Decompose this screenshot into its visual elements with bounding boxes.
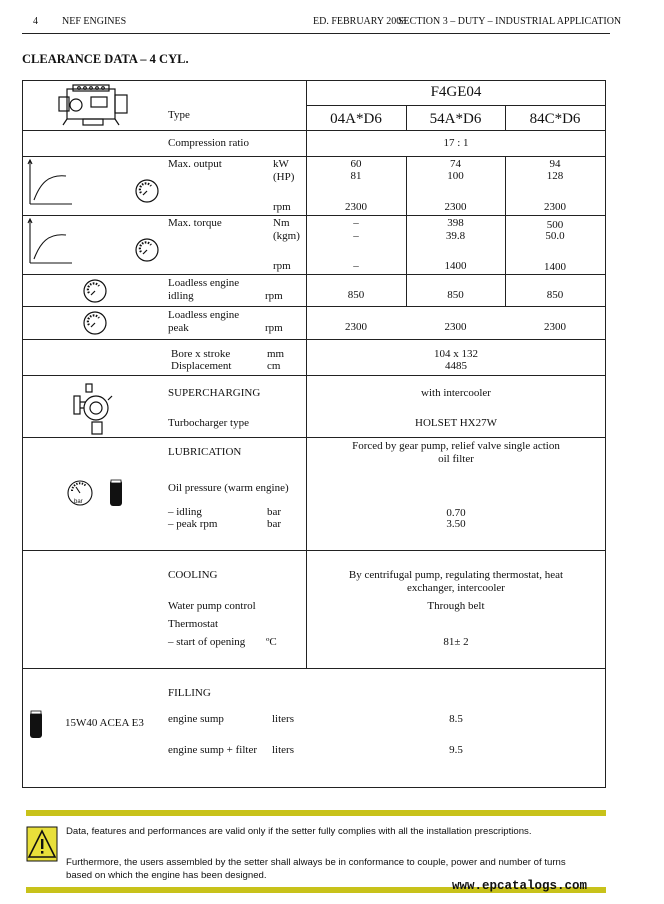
cooling-label: COOLING: [168, 569, 218, 581]
notice-line-2: Furthermore, the users assembled by the setter shall always be in conformance to couple, power and number of turns: [66, 857, 566, 868]
watermark: www.epcatalogs.com: [452, 879, 588, 893]
sump-value: 8.5: [449, 713, 463, 725]
section-title: SECTION 3 – DUTY – INDUSTRIAL APPLICATION: [398, 16, 622, 27]
displacement-label: Displacement: [171, 360, 232, 372]
notice-top-bar: [26, 810, 606, 816]
peak-label-2: peak: [168, 322, 189, 334]
peak-label-1: Loadless engine: [168, 309, 240, 321]
displacement-value: 4485: [445, 360, 467, 372]
max-torque-rpm-84c: 1400: [544, 261, 566, 273]
oil-peak-unit: bar: [267, 518, 282, 530]
max-output-kw-54a: 74: [450, 158, 461, 170]
oil-idling-unit: bar: [267, 506, 282, 518]
max-output-hp-84c: 128: [546, 170, 564, 182]
max-output-unit-rpm: rpm: [273, 201, 291, 213]
max-output-hp-04a: 81: [350, 170, 362, 182]
max-torque-kgm-54a: 39.8: [445, 230, 466, 242]
idling-54a: 850: [447, 289, 464, 301]
supercharging-label: SUPERCHARGING: [168, 387, 261, 399]
oil-pressure-label: Oil pressure (warm engine): [168, 482, 289, 494]
sump-label: engine sump: [168, 713, 224, 725]
model-04a: 04A*D6: [330, 111, 382, 127]
max-torque-rpm-04a: –: [353, 260, 359, 272]
max-torque-rpm-54a: 1400: [444, 260, 467, 272]
bore-unit: mm: [267, 348, 285, 360]
engine-icon: [55, 83, 135, 128]
tachometer-icon: [82, 310, 108, 336]
displacement-unit: cm: [267, 360, 281, 372]
compression-value: 17 : 1: [443, 137, 469, 149]
peak-04a: 2300: [345, 321, 367, 333]
max-output-kw-84c: 94: [549, 158, 561, 170]
gauge-unit-text: bar: [74, 499, 83, 505]
max-output-rpm-54a: 2300: [444, 201, 467, 213]
oil-peak-label: – peak rpm: [168, 518, 218, 530]
thermostat-opening-label: – start of opening: [168, 636, 246, 648]
header-rule: [22, 33, 610, 34]
idling-84c: 850: [546, 289, 564, 301]
notice-line-3: based on which the engine has been designed.: [66, 870, 267, 881]
max-torque-label: Max. torque: [168, 217, 222, 229]
oil-can-icon: [28, 708, 44, 740]
lubrication-value-2: oil filter: [438, 453, 474, 465]
max-output-rpm-84c: 2300: [544, 201, 566, 213]
tachometer-icon: [134, 237, 160, 263]
max-output-label: Max. output: [168, 158, 222, 170]
tachometer-icon: [134, 178, 160, 204]
warning-icon: [26, 826, 58, 862]
type-label: Type: [168, 109, 190, 121]
oil-idling-value: 0.70: [446, 507, 466, 519]
max-torque-nm-84c: 500: [546, 219, 564, 231]
sump-unit: liters: [272, 713, 294, 725]
idling-04a: 850: [347, 289, 365, 301]
turbo-type-label: Turbocharger type: [168, 417, 249, 429]
model-84c: 84C*D6: [529, 111, 581, 127]
max-output-hp-54a: 100: [447, 170, 464, 182]
supercharging-value: with intercooler: [421, 387, 491, 399]
peak-54a: 2300: [444, 321, 467, 333]
power-curve-icon: [26, 158, 76, 208]
sump-filter-label: engine sump + filter: [168, 744, 257, 756]
max-torque-unit-nm: Nm: [273, 217, 290, 229]
model-54a: 54A*D6: [429, 111, 482, 127]
water-pump-label: Water pump control: [168, 600, 256, 612]
page-title: CLEARANCE DATA – 4 CYL.: [22, 52, 189, 66]
compression-label: Compression ratio: [168, 137, 249, 149]
oil-idling-label: – idling: [168, 506, 202, 518]
max-output-kw-04a: 60: [350, 158, 362, 170]
oil-filter-icon: [110, 480, 122, 506]
cooling-value-2: exchanger, intercooler: [407, 582, 505, 594]
oil-peak-value: 3.50: [446, 518, 466, 530]
peak-84c: 2300: [544, 321, 566, 333]
idling-label-1: Loadless engine: [168, 277, 240, 289]
engine-family: F4GE04: [430, 84, 482, 100]
max-torque-unit-rpm: rpm: [273, 260, 291, 272]
peak-unit: rpm: [265, 322, 283, 334]
max-torque-kgm-04a: –: [353, 230, 359, 242]
tachometer-icon: [82, 278, 108, 304]
notice-line-1: Data, features and performances are valid only if the setter fully complies with all the installation prescriptions.: [66, 826, 532, 837]
max-torque-nm-54a: 398: [447, 217, 464, 229]
lubrication-label: LUBRICATION: [168, 446, 242, 458]
idling-unit: rpm: [265, 290, 283, 302]
water-pump-value: Through belt: [427, 600, 485, 612]
turbocharger-icon: [70, 380, 114, 438]
max-output-unit-hp: (HP): [273, 171, 295, 183]
sump-filter-value: 9.5: [449, 744, 463, 756]
thermostat-label: Thermostat: [168, 618, 219, 630]
thermostat-opening-value: 81± 2: [443, 636, 469, 648]
torque-curve-icon: [26, 217, 76, 267]
lubrication-value-1: Forced by gear pump, relief valve single action: [352, 440, 560, 452]
max-torque-nm-04a: –: [353, 217, 359, 229]
max-torque-unit-kgm: (kgm): [273, 230, 300, 242]
max-output-unit-kw: kW: [273, 158, 289, 170]
cooling-value-1: By centrifugal pump, regulating thermostat, heat: [348, 569, 564, 581]
page-number: 4: [33, 16, 38, 27]
oil-spec: 15W40 ACEA E3: [65, 717, 144, 729]
edition: ED. FEBRUARY 2003: [313, 16, 407, 27]
idling-label-2: idling: [168, 290, 194, 302]
filling-label: FILLING: [168, 687, 211, 699]
bore-label: Bore x stroke: [171, 348, 231, 360]
bore-value: 104 x 132: [434, 348, 478, 360]
max-torque-kgm-84c: 50.0: [545, 230, 565, 242]
max-output-rpm-04a: 2300: [345, 201, 367, 213]
turbo-type-value: HOLSET HX27W: [415, 417, 497, 429]
oil-pressure-gauge-icon: [66, 477, 128, 509]
doc-name: NEF ENGINES: [62, 16, 127, 27]
sump-filter-unit: liters: [272, 744, 294, 756]
thermostat-opening-unit: ºC: [266, 636, 277, 648]
